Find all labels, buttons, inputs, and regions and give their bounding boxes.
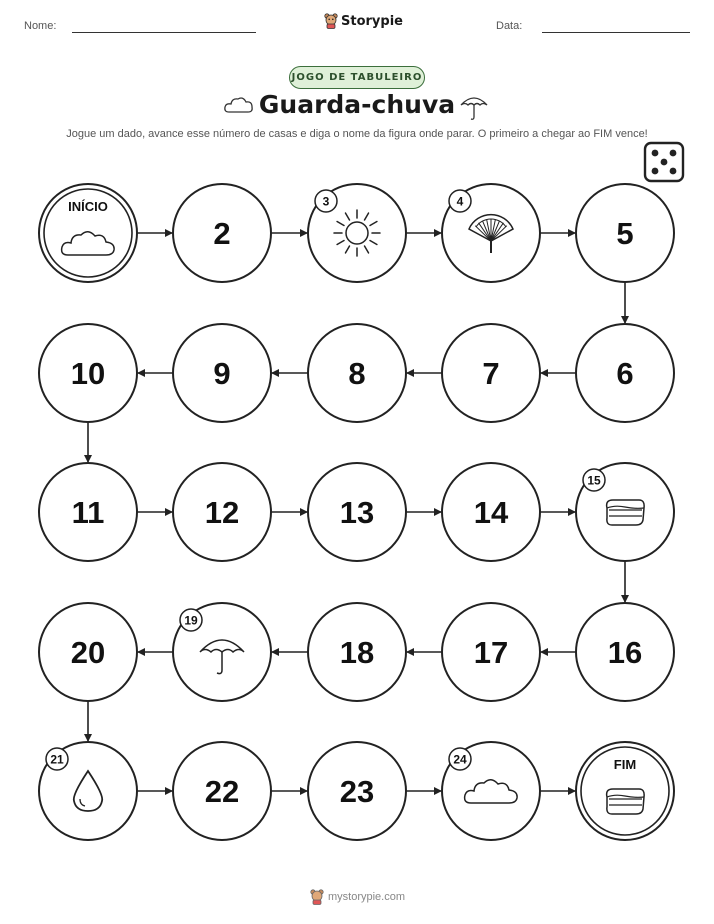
board-space	[308, 742, 406, 840]
board-space	[39, 603, 137, 701]
space-number: 13	[339, 495, 375, 530]
space-number: 22	[204, 774, 240, 809]
board-space	[308, 324, 406, 422]
space-number: 2	[213, 216, 231, 251]
brand-name: Storypie	[341, 13, 403, 29]
board-space	[39, 742, 137, 840]
board-space	[173, 463, 271, 561]
date-label: Data:	[496, 20, 523, 32]
space-number: 10	[70, 356, 106, 391]
towel-icon	[607, 500, 645, 525]
board-space	[576, 184, 674, 282]
space-number: 11	[71, 495, 105, 530]
board-space	[442, 184, 540, 282]
space-number: 12	[204, 495, 240, 530]
space-number: 24	[453, 752, 467, 767]
space-number: 16	[607, 635, 643, 670]
space-label: FIM	[613, 757, 637, 772]
footer-url: mystorypie.com	[328, 891, 406, 903]
board-space	[308, 184, 406, 282]
page-title: Guarda-chuva	[258, 90, 456, 119]
towel-icon	[607, 789, 645, 814]
name-label: Nome:	[24, 20, 57, 32]
space-number: 19	[184, 613, 198, 628]
game-type-badge: JOGO DE TABULEIRO	[289, 66, 425, 89]
board-space	[308, 603, 406, 701]
board-space	[442, 463, 540, 561]
space-number: 15	[587, 473, 601, 488]
board-space	[39, 463, 137, 561]
board-space	[308, 463, 406, 561]
space-number: 21	[50, 752, 64, 767]
board-space	[173, 184, 271, 282]
space-number: 8	[348, 356, 366, 391]
board-space	[442, 603, 540, 701]
space-start	[39, 184, 137, 282]
board-space	[576, 324, 674, 422]
space-label: INÍCIO	[68, 199, 108, 214]
board-space	[442, 742, 540, 840]
space-number: 18	[339, 635, 375, 670]
board-space	[442, 324, 540, 422]
space-number: 6	[616, 356, 634, 391]
board-space	[173, 742, 271, 840]
instructions: Jogue um dado, avance esse número de casas e diga o nome da figura onde parar. O primeiro a chegar ao FIM vence!	[66, 128, 648, 140]
footer	[310, 889, 405, 905]
space-number: 4	[456, 194, 464, 209]
board-space	[173, 603, 271, 701]
board-space	[576, 463, 674, 561]
space-number: 20	[70, 635, 106, 670]
board-space	[39, 324, 137, 422]
space-number: 3	[322, 194, 330, 209]
space-number: 5	[616, 216, 634, 251]
space-number: 14	[473, 495, 509, 530]
space-number: 7	[482, 356, 500, 391]
board-space	[576, 603, 674, 701]
space-finish	[576, 742, 674, 840]
space-number: 17	[473, 635, 509, 670]
board-space	[173, 324, 271, 422]
bear-mascot-icon	[310, 889, 324, 905]
space-number: 23	[339, 774, 375, 809]
space-number: 9	[213, 356, 231, 391]
